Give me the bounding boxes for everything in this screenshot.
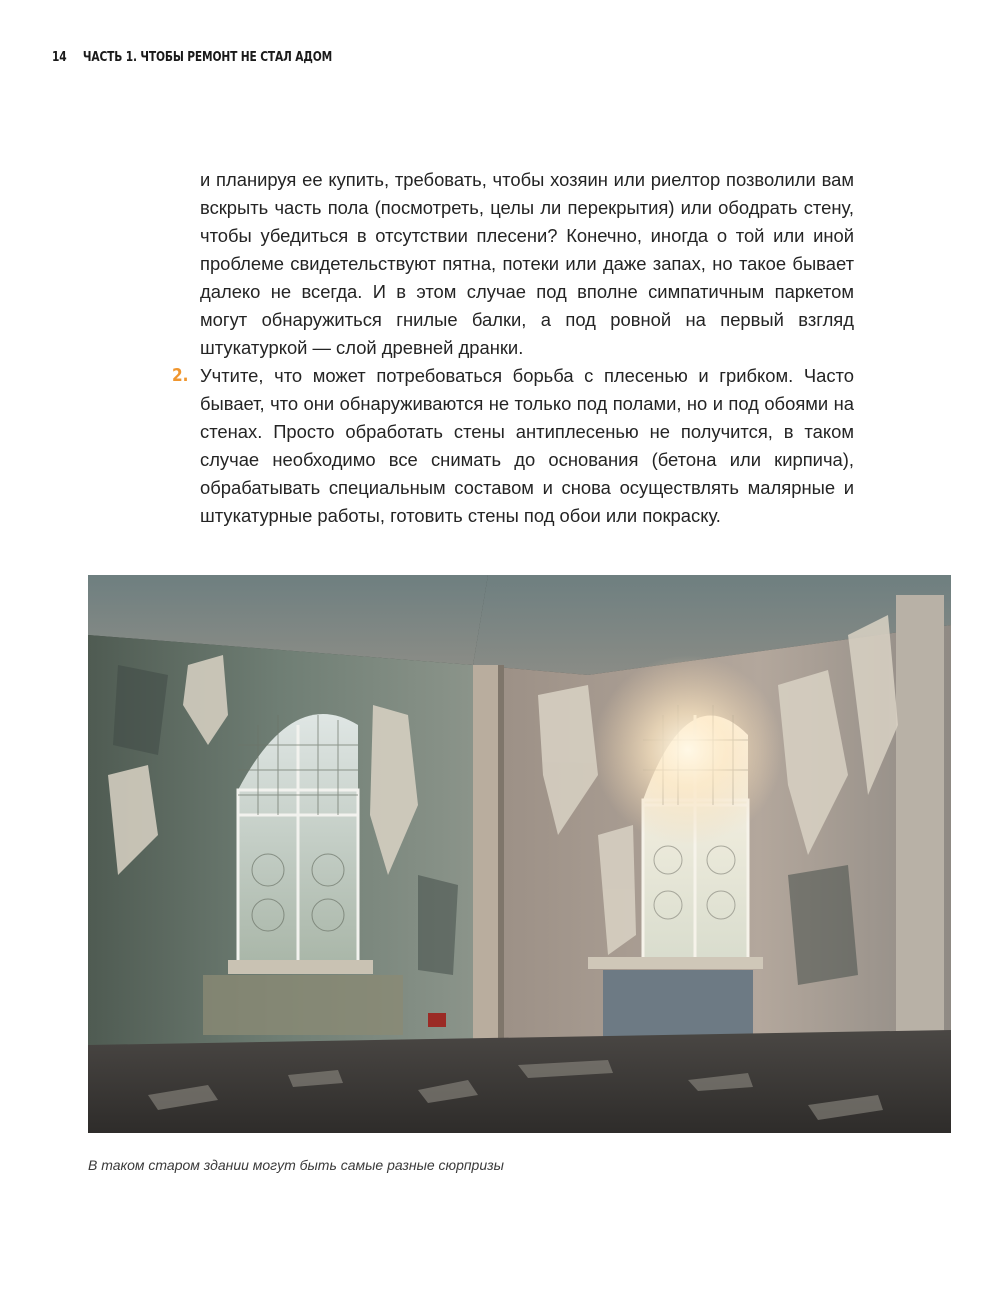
list-item-number: 2. [172, 365, 189, 386]
list-item-text: Учтите, что может потребоваться борьба с плесенью и грибком. Часто бывает, что они обнаруживаются не только под полами, но и под обоями на стенах. Просто обработать стены антиплесенью не получится, в таком случае необходимо все снимать до основания (бетона или кирпича), обрабатывать специальным составом и снова осуществлять малярные и штукатурные работы, готовить стены под обои или покраску. [200, 365, 854, 526]
paragraph-continuation: и планируя ее купить, требовать, чтобы хозяин или риелтор позволили вам вскрыть часть пола (посмотреть, целы ли перекрытия) или ободрать стену, чтобы убедиться в отсутствии плесени? Конечно, иногда о той или иной проблеме свидетельствуют пятна, потеки или даже запах, но такое бывает далеко не всегда. И в этом случае под вполне симпатичным паркетом могут обнаружиться гнилые балки, а под ровной на первый взгляд штукатуркой — слой древней дранки. [200, 169, 854, 358]
photo-abandoned-room [88, 575, 951, 1133]
body-text [172, 166, 854, 530]
page-number: 14 [52, 50, 67, 65]
running-header [52, 50, 332, 65]
chapter-title: ЧАСТЬ 1. ЧТОБЫ РЕМОНТ НЕ СТАЛ АДОМ [82, 50, 333, 65]
list-item [172, 362, 854, 530]
figure-caption: В таком старом здании могут быть самые разные сюрпризы [88, 1157, 504, 1173]
